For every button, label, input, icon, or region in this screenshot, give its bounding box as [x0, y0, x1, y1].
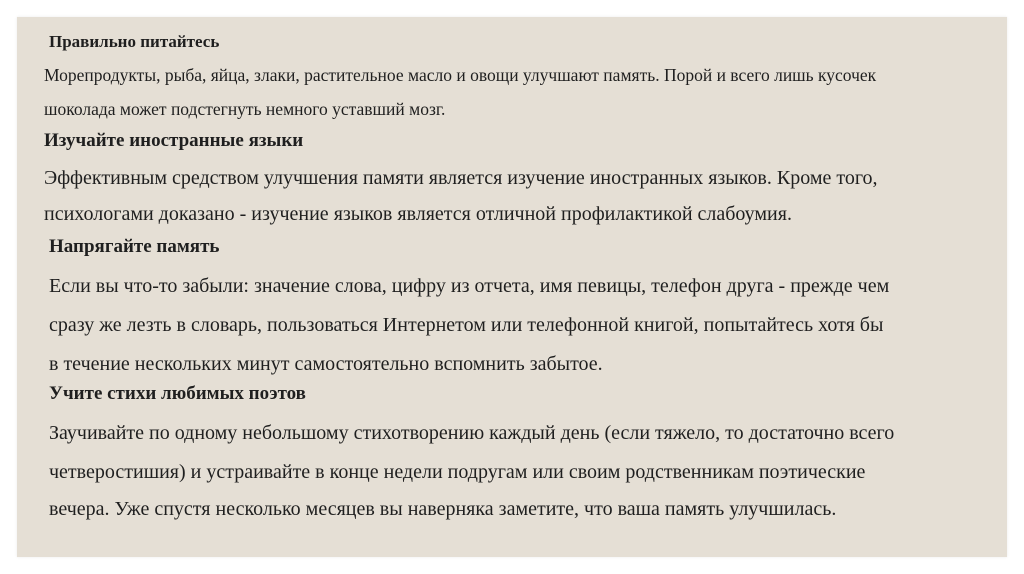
section-text-line: психологами доказано - изучение языков является отличной профилактикой слабоумия.	[44, 203, 792, 225]
section-text-line: шоколада может подстегнуть немного уставший мозг.	[44, 99, 446, 119]
section-heading-memory-training: Напрягайте память	[49, 236, 220, 257]
section-heading-poetry: Учите стихи любимых поэтов	[49, 383, 306, 404]
section-text-line: в течение нескольких минут самостоятельно вспомнить забытое.	[49, 353, 603, 375]
section-text-line: Эффективным средством улучшения памяти является изучение иностранных языков. Кроме того,	[44, 167, 878, 189]
section-text-line: сразу же лезть в словарь, пользоваться Интернетом или телефонной книгой, попытайтесь хотя бы	[49, 314, 884, 336]
section-text-line: четверостишия) и устраивайте в конце недели подругам или своим родственникам поэтические	[49, 461, 866, 483]
section-text-line: Морепродукты, рыба, яйца, злаки, растительное масло и овощи улучшают память. Порой и всего лишь кусочек	[44, 65, 877, 85]
slide-content-card	[17, 17, 1007, 557]
section-text-line: вечера. Уже спустя несколько месяцев вы наверняка заметите, что ваша память улучшилась.	[49, 498, 837, 520]
section-heading-nutrition: Правильно питайтесь	[49, 32, 220, 51]
section-text-line: Если вы что-то забыли: значение слова, цифру из отчета, имя певицы, телефон друга - прежде чем	[49, 275, 890, 297]
section-text-line: Заучивайте по одному небольшому стихотворению каждый день (если тяжело, то достаточно всего	[49, 422, 895, 444]
section-heading-languages: Изучайте иностранные языки	[44, 130, 304, 151]
